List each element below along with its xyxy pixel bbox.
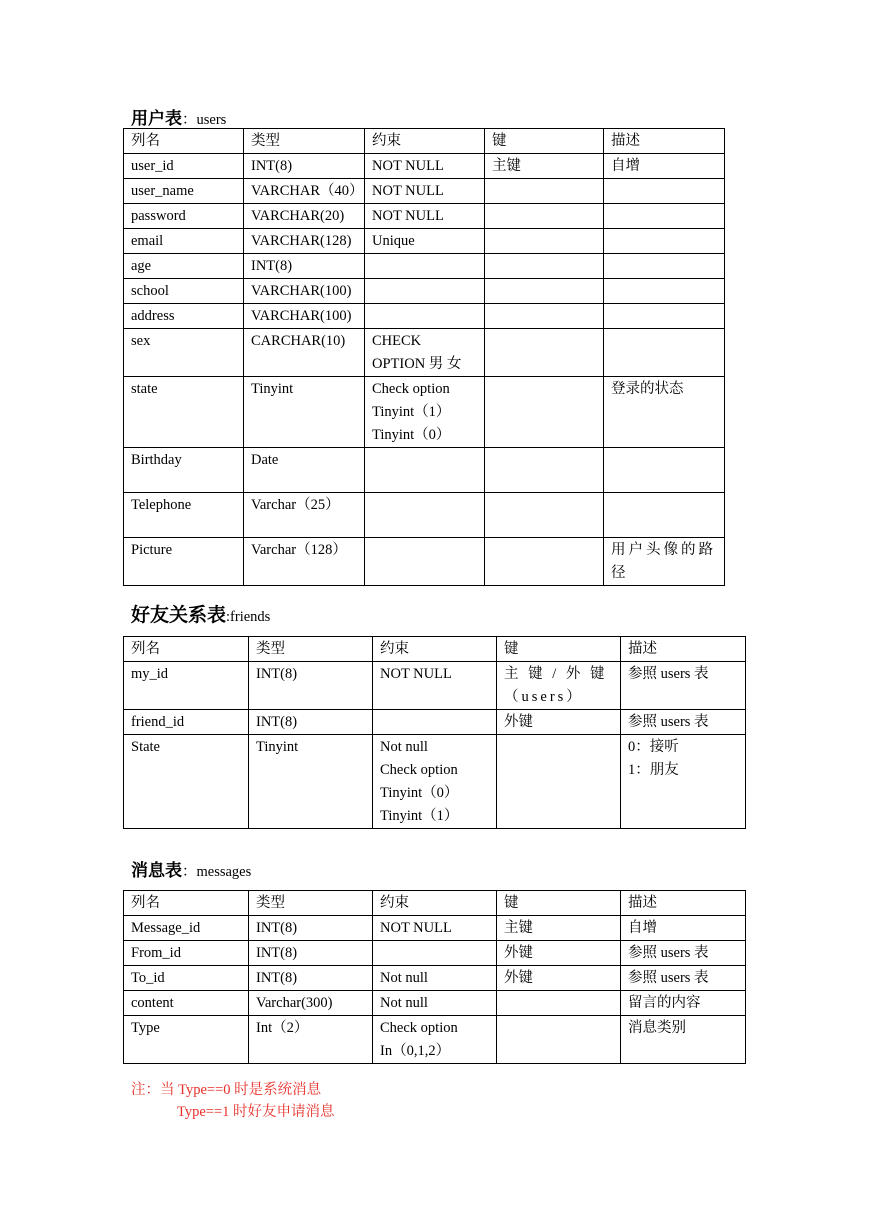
table-cell	[497, 1016, 621, 1064]
table-cell	[621, 735, 746, 829]
cell-text: In（0,1,2）	[380, 1043, 451, 1059]
table-cell	[124, 1016, 249, 1064]
header-cell: 约束	[373, 891, 497, 916]
table-cell	[485, 204, 604, 229]
table-cell	[249, 735, 373, 829]
table-row	[124, 538, 725, 586]
cell-text: Tinyint（0）	[380, 785, 459, 801]
table-cell	[604, 304, 725, 329]
table-cell	[485, 229, 604, 254]
cell-text: NOT NULL	[380, 920, 452, 936]
table-row	[124, 916, 746, 941]
type-note-line-2: Type==1 时好友申请消息	[177, 1104, 335, 1120]
users-title-main: 用户表	[131, 109, 182, 128]
table-row	[124, 991, 746, 1016]
cell-text: Varchar(300)	[256, 995, 333, 1011]
cell-text: INT(8)	[251, 258, 293, 274]
table-row	[124, 254, 725, 279]
cell-text: age	[131, 258, 152, 274]
table-row	[124, 179, 725, 204]
table-cell	[497, 941, 621, 966]
table-cell	[485, 179, 604, 204]
cell-text: VARCHAR(100)	[251, 283, 352, 299]
table-cell	[373, 941, 497, 966]
table-cell	[604, 329, 725, 377]
table-cell	[604, 279, 725, 304]
cell-text: CARCHAR(10)	[251, 333, 346, 349]
table-cell	[604, 538, 725, 586]
table-row	[124, 329, 725, 377]
cell-text: 用户头像的路	[611, 542, 716, 558]
friends-title-sub: :friends	[226, 609, 271, 625]
cell-text: 参照 users 表	[628, 666, 709, 682]
cell-text: VARCHAR(100)	[251, 308, 352, 324]
table-cell	[124, 448, 244, 493]
header-cell: 类型	[249, 637, 373, 662]
messages-table-title	[131, 856, 251, 881]
cell-text: 参照 users 表	[628, 714, 709, 730]
table-cell	[244, 279, 365, 304]
table-cell	[124, 279, 244, 304]
cell-text: user_id	[131, 158, 174, 174]
table-cell	[485, 448, 604, 493]
table-cell	[373, 991, 497, 1016]
table-cell	[249, 966, 373, 991]
cell-text: friend_id	[131, 714, 185, 730]
table-cell	[485, 304, 604, 329]
cell-text: Tinyint	[251, 381, 294, 397]
table-cell	[604, 448, 725, 493]
table-cell	[124, 377, 244, 448]
table-cell	[124, 254, 244, 279]
cell-text: To_id	[131, 970, 165, 986]
cell-text: Check option	[372, 381, 450, 397]
cell-text: CHECK	[372, 333, 422, 349]
cell-text: VARCHAR（40）	[251, 183, 364, 199]
table-cell	[244, 448, 365, 493]
header-cell: 约束	[365, 129, 485, 154]
cell-text: Not null	[380, 970, 428, 986]
cell-text: NOT NULL	[372, 183, 444, 199]
table-row	[124, 204, 725, 229]
cell-text: 自增	[628, 920, 657, 936]
table-cell	[244, 179, 365, 204]
table-cell	[249, 710, 373, 735]
cell-text: address	[131, 308, 175, 324]
table-cell	[365, 493, 485, 538]
cell-text: Type	[131, 1020, 160, 1036]
table-cell	[621, 662, 746, 710]
table-cell	[124, 154, 244, 179]
table-cell	[124, 538, 244, 586]
table-cell	[621, 941, 746, 966]
cell-text: 主 键 / 外 键	[504, 666, 608, 682]
table-cell	[604, 204, 725, 229]
table-cell	[244, 377, 365, 448]
table-row	[124, 448, 725, 493]
cell-text: Date	[251, 452, 279, 468]
table-cell	[244, 154, 365, 179]
table-cell	[244, 329, 365, 377]
table-cell	[365, 538, 485, 586]
cell-text: NOT NULL	[380, 666, 452, 682]
table-cell	[124, 916, 249, 941]
table-cell	[604, 179, 725, 204]
table-row	[124, 229, 725, 254]
table-row	[124, 941, 746, 966]
table-cell	[497, 966, 621, 991]
cell-text: Check option	[380, 1020, 458, 1036]
table-cell	[621, 966, 746, 991]
cell-text: Tinyint	[256, 739, 299, 755]
cell-text: INT(8)	[256, 666, 298, 682]
table-row	[124, 735, 746, 829]
table-cell	[244, 538, 365, 586]
users-title-sub: ：users	[182, 112, 227, 128]
cell-text: NOT NULL	[372, 158, 444, 174]
table-header-row	[124, 129, 725, 154]
table-cell	[365, 329, 485, 377]
table-cell	[365, 304, 485, 329]
table-cell	[244, 493, 365, 538]
cell-text: 自增	[611, 158, 640, 174]
cell-text: （users）	[504, 689, 584, 705]
header-cell: 描述	[604, 129, 725, 154]
cell-text: State	[131, 739, 160, 755]
table-cell	[485, 254, 604, 279]
cell-text: Tinyint（1）	[372, 404, 451, 420]
table-cell	[124, 304, 244, 329]
cell-text: 径	[611, 565, 629, 581]
header-cell: 约束	[373, 637, 497, 662]
table-cell	[365, 448, 485, 493]
table-cell	[124, 229, 244, 254]
cell-text: OPTION 男 女	[372, 356, 462, 372]
table-cell	[621, 1016, 746, 1064]
table-cell	[485, 154, 604, 179]
header-cell: 类型	[249, 891, 373, 916]
cell-text: Tinyint（0）	[372, 427, 451, 443]
messages-title-main: 消息表	[131, 861, 182, 880]
type-note-line-1: 注：当 Type==0 时是系统消息	[131, 1082, 322, 1098]
table-cell	[373, 662, 497, 710]
cell-text: Varchar（25）	[251, 497, 340, 513]
table-cell	[124, 204, 244, 229]
table-cell	[373, 710, 497, 735]
cell-text: 参照 users 表	[628, 970, 709, 986]
cell-text: school	[131, 283, 169, 299]
table-cell	[365, 179, 485, 204]
table-cell	[124, 662, 249, 710]
table-cell	[497, 710, 621, 735]
table-cell	[124, 991, 249, 1016]
cell-text: 1：朋友	[628, 762, 679, 778]
table-cell	[124, 966, 249, 991]
messages-title-sub: ：messages	[182, 864, 252, 880]
friends-table-title	[131, 600, 270, 627]
header-cell: 描述	[621, 891, 746, 916]
table-header-row	[124, 891, 746, 916]
table-cell	[373, 1016, 497, 1064]
messages-table-body	[124, 891, 746, 1064]
table-cell	[124, 710, 249, 735]
header-cell: 列名	[124, 637, 249, 662]
cell-text: INT(8)	[256, 920, 298, 936]
cell-text: 主键	[504, 920, 533, 936]
table-cell	[485, 493, 604, 538]
cell-text: 参照 users 表	[628, 945, 709, 961]
friends-table	[123, 636, 746, 829]
table-cell	[244, 254, 365, 279]
users-table-body	[124, 129, 725, 586]
table-cell	[485, 279, 604, 304]
table-cell	[124, 735, 249, 829]
messages-table	[123, 890, 746, 1064]
cell-text: Birthday	[131, 452, 182, 468]
table-row	[124, 493, 725, 538]
table-cell	[124, 329, 244, 377]
cell-text: Check option	[380, 762, 458, 778]
table-cell	[497, 662, 621, 710]
table-cell	[124, 493, 244, 538]
header-cell: 键	[485, 129, 604, 154]
cell-text: INT(8)	[256, 714, 298, 730]
table-cell	[365, 204, 485, 229]
table-cell	[244, 204, 365, 229]
table-cell	[365, 377, 485, 448]
table-cell	[373, 966, 497, 991]
cell-text: 0：接听	[628, 739, 679, 755]
users-table-title	[131, 104, 226, 129]
header-cell: 类型	[244, 129, 365, 154]
friends-table-body	[124, 637, 746, 829]
table-cell	[621, 916, 746, 941]
table-cell	[244, 304, 365, 329]
table-cell	[249, 1016, 373, 1064]
table-row	[124, 154, 725, 179]
table-cell	[485, 329, 604, 377]
table-cell	[485, 538, 604, 586]
table-row	[124, 966, 746, 991]
table-cell	[497, 916, 621, 941]
table-cell	[604, 229, 725, 254]
cell-text: Telephone	[131, 497, 192, 513]
table-row	[124, 304, 725, 329]
header-cell: 描述	[621, 637, 746, 662]
table-cell	[604, 493, 725, 538]
table-cell	[497, 991, 621, 1016]
cell-text: VARCHAR(20)	[251, 208, 345, 224]
cell-text: state	[131, 381, 158, 397]
table-cell	[124, 179, 244, 204]
cell-text: 登录的状态	[611, 381, 684, 397]
table-cell	[604, 254, 725, 279]
cell-text: Message_id	[131, 920, 201, 936]
table-cell	[604, 377, 725, 448]
table-cell	[485, 377, 604, 448]
cell-text: INT(8)	[256, 945, 298, 961]
table-cell	[365, 229, 485, 254]
table-cell	[621, 710, 746, 735]
users-table	[123, 128, 725, 586]
table-cell	[365, 279, 485, 304]
cell-text: 外键	[504, 945, 533, 961]
table-row	[124, 279, 725, 304]
cell-text: my_id	[131, 666, 169, 682]
table-cell	[604, 154, 725, 179]
cell-text: 外键	[504, 714, 533, 730]
table-cell	[244, 229, 365, 254]
cell-text: Unique	[372, 233, 415, 249]
table-cell	[497, 735, 621, 829]
cell-text: Tinyint（1）	[380, 808, 459, 824]
cell-text: content	[131, 995, 174, 1011]
cell-text: sex	[131, 333, 151, 349]
cell-text: Int（2）	[256, 1020, 309, 1036]
header-cell: 列名	[124, 891, 249, 916]
header-cell: 键	[497, 637, 621, 662]
cell-text: Not null	[380, 739, 428, 755]
cell-text: 主键	[492, 158, 521, 174]
table-cell	[373, 735, 497, 829]
table-cell	[365, 254, 485, 279]
cell-text: 外键	[504, 970, 533, 986]
table-cell	[124, 941, 249, 966]
friends-title-main: 好友关系表	[131, 605, 227, 626]
cell-text: 消息类别	[628, 1020, 686, 1036]
table-row	[124, 377, 725, 448]
cell-text: INT(8)	[256, 970, 298, 986]
cell-text: Picture	[131, 542, 173, 558]
table-cell	[621, 991, 746, 1016]
table-cell	[249, 991, 373, 1016]
cell-text: NOT NULL	[372, 208, 444, 224]
cell-text: 留言的内容	[628, 995, 701, 1011]
table-cell	[249, 662, 373, 710]
cell-text: Varchar（128）	[251, 542, 347, 558]
cell-text: From_id	[131, 945, 181, 961]
table-cell	[373, 916, 497, 941]
cell-text: Not null	[380, 995, 428, 1011]
cell-text: user_name	[131, 183, 194, 199]
table-row	[124, 710, 746, 735]
table-cell	[249, 941, 373, 966]
cell-text: INT(8)	[251, 158, 293, 174]
table-row	[124, 1016, 746, 1064]
header-cell: 键	[497, 891, 621, 916]
cell-text: password	[131, 208, 186, 224]
header-cell: 列名	[124, 129, 244, 154]
table-cell	[365, 154, 485, 179]
table-row	[124, 662, 746, 710]
cell-text: email	[131, 233, 164, 249]
table-header-row	[124, 637, 746, 662]
table-cell	[249, 916, 373, 941]
cell-text: VARCHAR(128)	[251, 233, 352, 249]
